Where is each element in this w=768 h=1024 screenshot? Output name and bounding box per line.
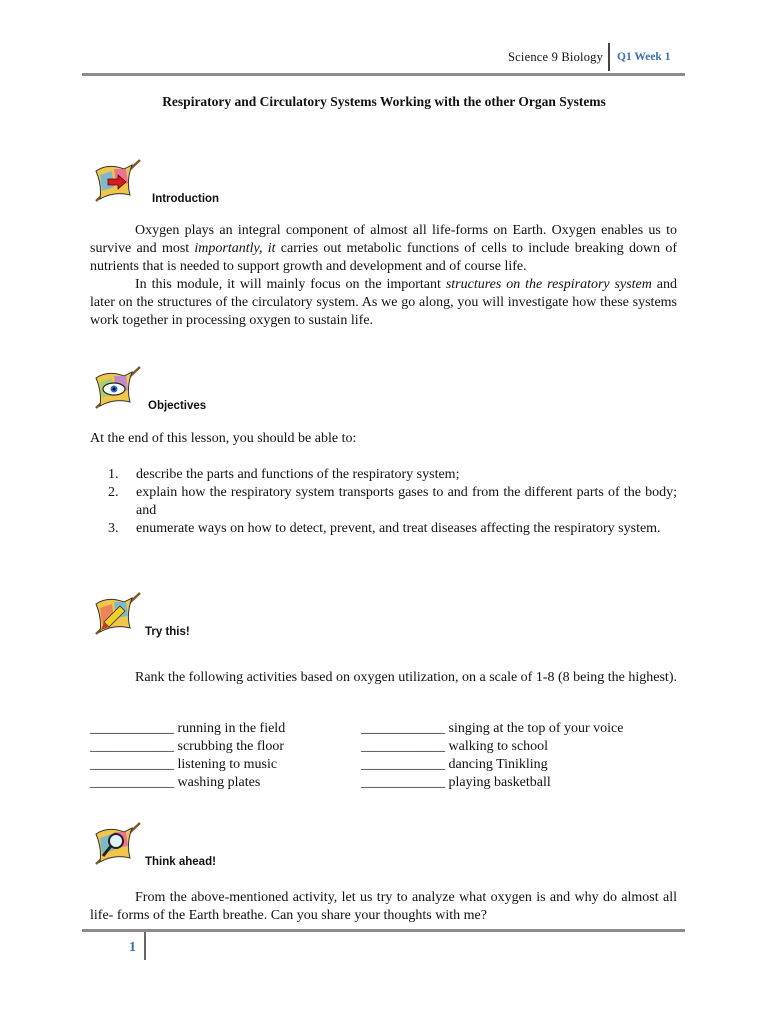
list-item: 2. explain how the respiratory system transports gases to and from the different parts of the body; and (108, 485, 677, 518)
list-item: 1. describe the parts and functions of the respiratory system; (108, 467, 460, 482)
rank-item: ____________ playing basketball (361, 775, 551, 790)
rank-item: ____________ scrubbing the floor (90, 739, 285, 754)
pencil-icon (90, 590, 146, 638)
rank-item: ____________ dancing Tinikling (361, 757, 548, 772)
rank-item: ____________ washing plates (90, 775, 261, 790)
page-title: Respiratory and Circulatory Systems Working with the other Organ Systems (162, 94, 606, 109)
rank-item: ____________ running in the field (90, 721, 286, 736)
objectives-lead: At the end of this lesson, you should be able to: (90, 431, 357, 446)
rank-list-left (90, 720, 285, 792)
section-heading-introduction: Introduction (152, 193, 220, 205)
footer-rule (82, 929, 685, 932)
section-heading-think-ahead: Think ahead! (145, 856, 216, 868)
page-number: 1 (129, 940, 136, 955)
eye-icon (90, 364, 146, 412)
header-week: Q1 Week 1 (617, 51, 671, 63)
section-heading-try-this: Try this! (145, 626, 190, 638)
rank-list-right (361, 720, 623, 792)
rank-item: ____________ walking to school (361, 739, 549, 754)
header-divider (608, 43, 610, 71)
objectives-list (108, 466, 677, 538)
header-rule (82, 73, 685, 76)
magnifier-icon (90, 820, 146, 868)
list-item: 3. enumerate ways on how to detect, prevent, and treat diseases affecting the respiratory system. (108, 521, 661, 536)
header-subject: Science 9 Biology (508, 50, 604, 64)
section-heading-objectives: Objectives (148, 400, 207, 412)
think-ahead-text: From the above-mentioned activity, let us try to analyze what oxygen is and why do almost all life- forms of the Earth breathe. Can you share your thoughts with me? (90, 890, 677, 923)
intro-paragraph-2: In this module, it will mainly focus on the important structures on the respiratory system and later on the structures of the circulatory system. As we go along, you will investigate how these systems work together in processing oxygen to sustain life. (90, 277, 678, 328)
footer-divider (144, 932, 146, 960)
rank-item: ____________ listening to music (90, 757, 278, 772)
rank-item: ____________ singing at the top of your voice (361, 721, 624, 736)
arrow-icon (90, 157, 146, 205)
intro-paragraph-1: Oxygen plays an integral component of almost all life-forms on Earth. Oxygen enables us to survive and most importantly, it carries out metabolic functions of cells to include breaking down of nutrients that is needed to support growth and development and of course life. (90, 223, 677, 274)
try-this-instruction: Rank the following activities based on oxygen utilization, on a scale of 1-8 (8 being the highest). (135, 670, 677, 685)
